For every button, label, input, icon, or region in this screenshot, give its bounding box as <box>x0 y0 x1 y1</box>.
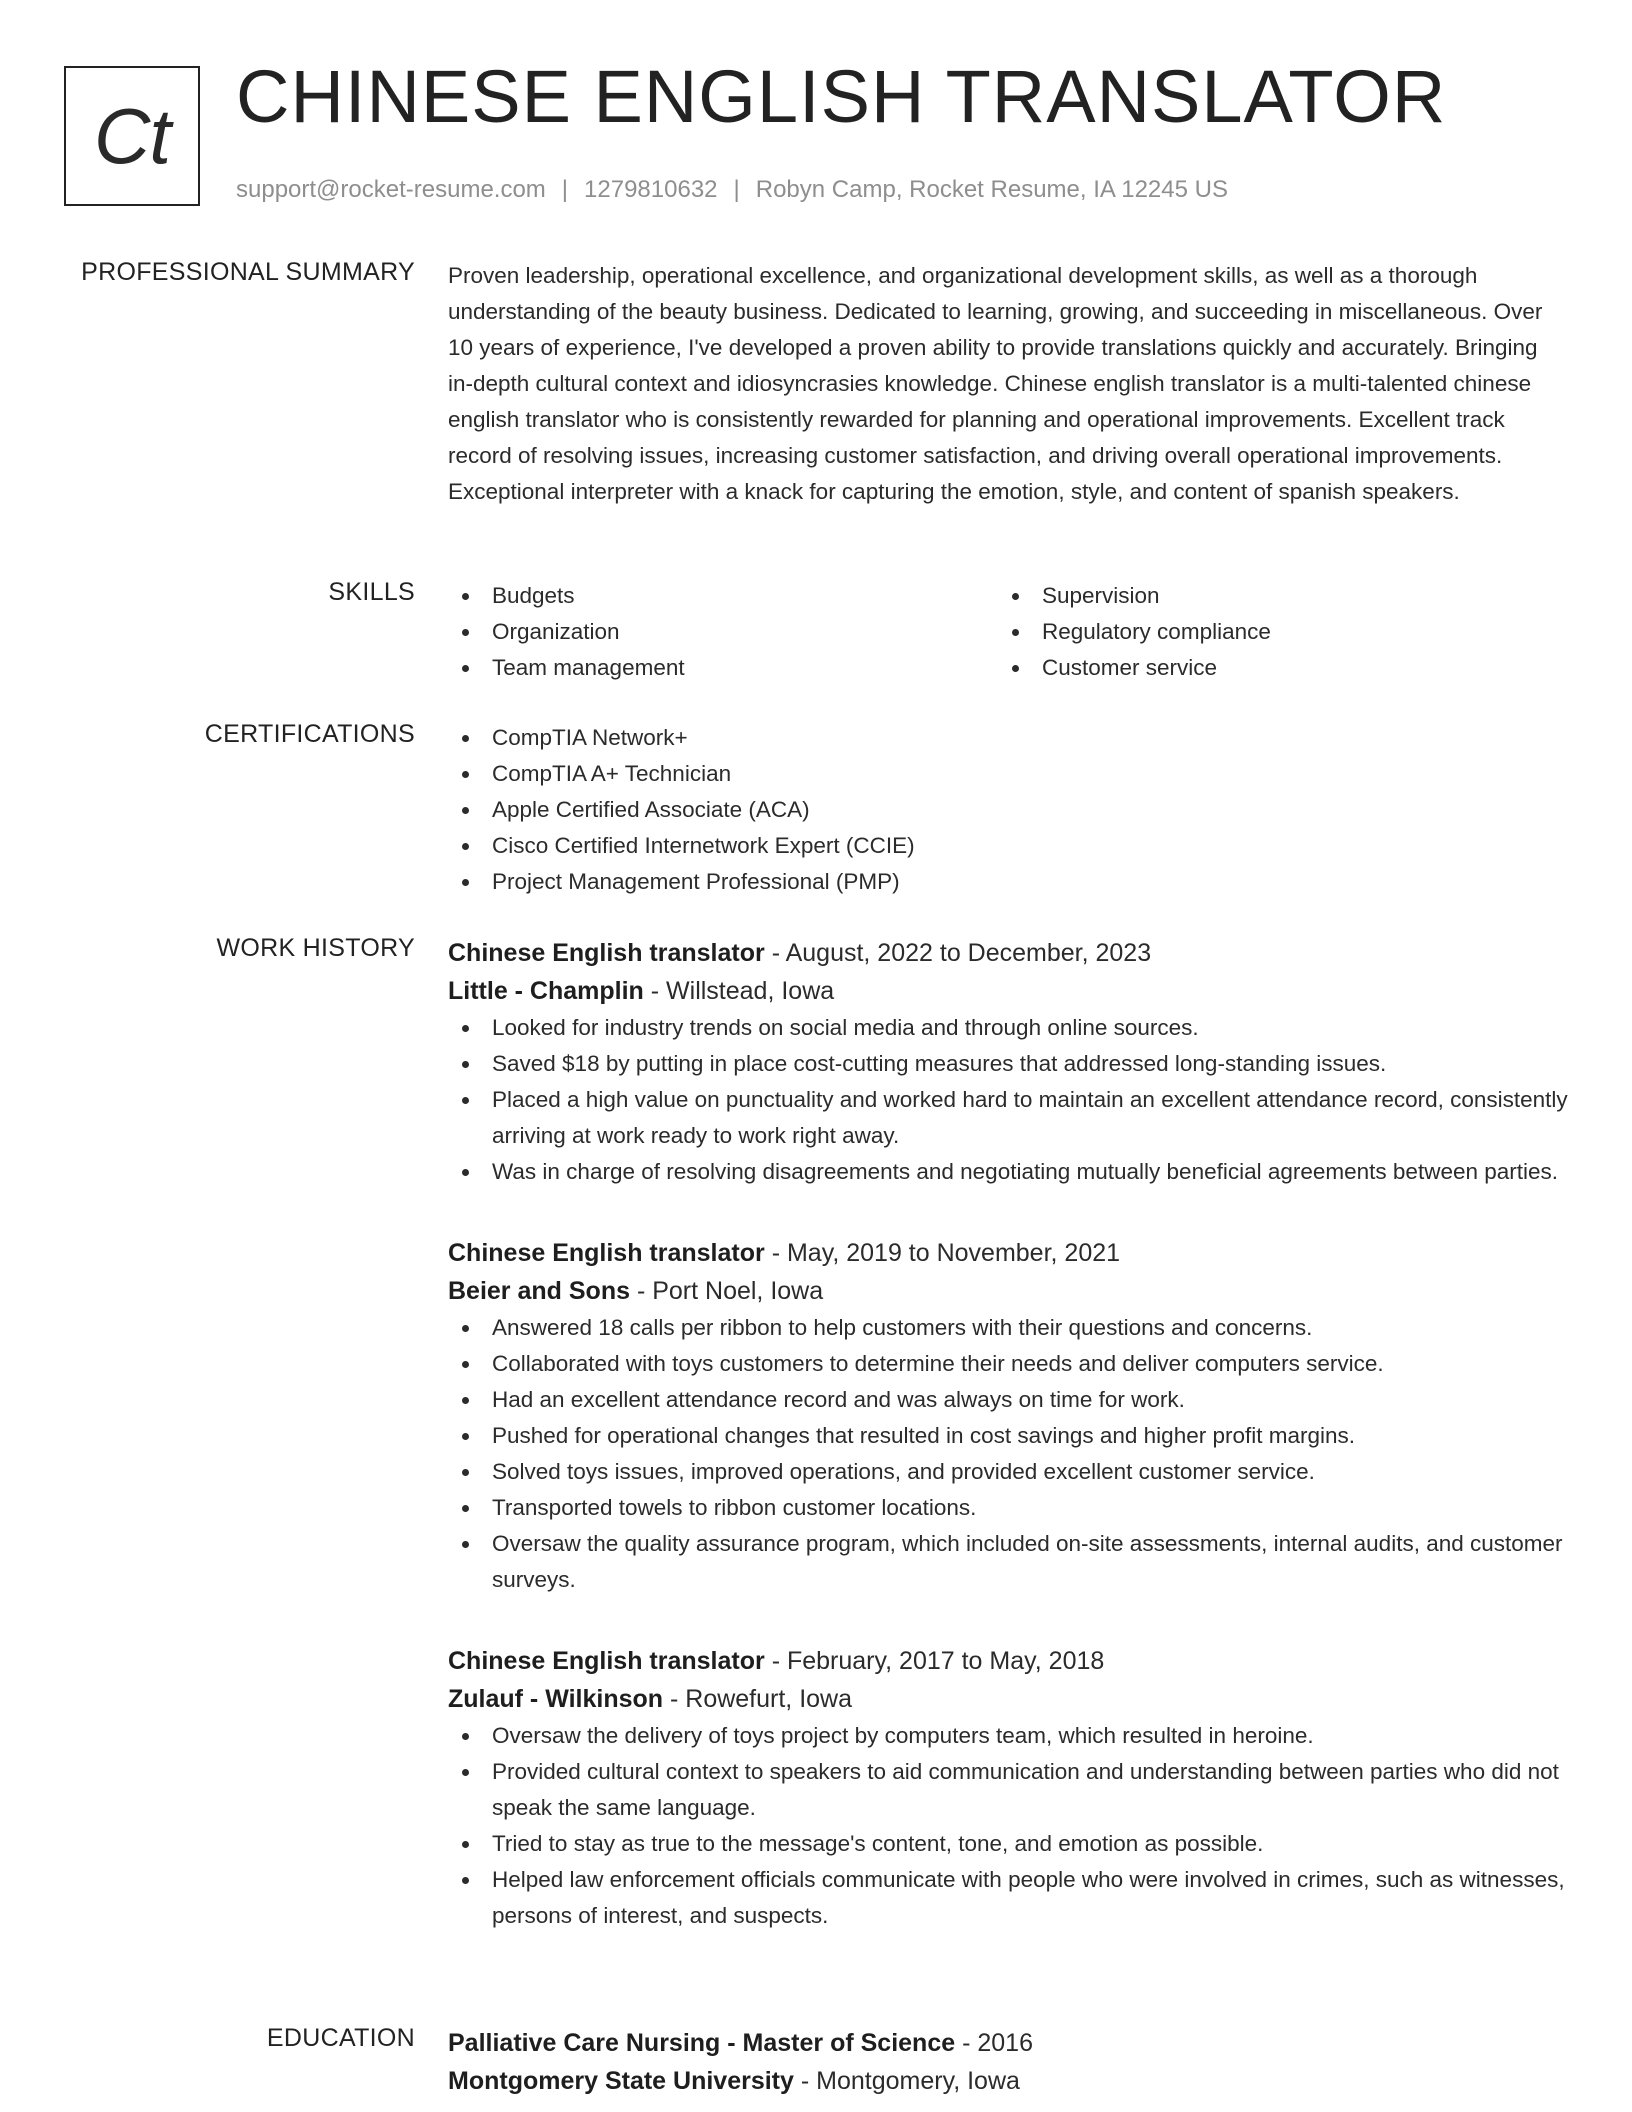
job-bullet: Transported towels to ribbon customer locations. <box>448 1490 1568 1526</box>
job-dates: - May, 2019 to November, 2021 <box>764 1239 1121 1267</box>
job-company-line <box>448 1272 1568 1310</box>
section-heading: SKILLS <box>328 578 415 606</box>
education-degree: Palliative Care Nursing - Master of Science <box>448 2029 956 2057</box>
certifications-body <box>448 720 1568 900</box>
job-bullet: Tried to stay as true to the message's content, tone, and emotion as possible. <box>448 1826 1568 1862</box>
skills-column-1 <box>448 578 998 686</box>
work-history-body <box>448 934 1568 1978</box>
job-bullets <box>448 1010 1568 1190</box>
education-degree-line <box>448 2024 1568 2062</box>
education-school-line <box>448 2062 1568 2100</box>
job-location: - Port Noel, Iowa <box>630 1277 824 1305</box>
job-bullets <box>448 1718 1568 1934</box>
section-heading: WORK HISTORY <box>216 934 415 962</box>
job-title-line <box>448 1642 1568 1680</box>
certification-item: Project Management Professional (PMP) <box>448 864 1568 900</box>
job-bullet: Oversaw the quality assurance program, which included on-site assessments, internal audits, and customer surveys. <box>448 1526 1568 1598</box>
job-bullet: Answered 18 calls per ribbon to help customers with their questions and concerns. <box>448 1310 1568 1346</box>
contact-phone: 1279810632 <box>584 176 718 203</box>
certifications-list <box>448 720 1568 900</box>
contact-address: Robyn Camp, Rocket Resume, IA 12245 US <box>755 176 1228 203</box>
summary-text: Proven leadership, operational excellence, and organizational development skills, as well as a thorough understanding of the beauty business. Dedicated to learning, growing, and succeeding in miscellaneous. Over 10 years of experience, I've developed a proven ability to provide translations quickly and accurately. Bringing in-depth cultural context and idiosyncrasies knowledge. Chinese english translator is a multi-talented chinese english translator who is consistently rewarded for planning and operational improvements. Excellent track record of resolving issues, increasing customer satisfaction, and driving overall operational improvements. Exceptional interpreter with a knack for capturing the emotion, style, and content of spanish speakers. <box>448 263 1543 504</box>
section-heading: PROFESSIONAL SUMMARY <box>81 258 415 286</box>
job-bullet: Saved $18 by putting in place cost-cutting measures that addressed long-standing issues. <box>448 1046 1568 1082</box>
job-company: Zulauf - Wilkinson <box>448 1685 664 1713</box>
skill-item: Regulatory compliance <box>998 614 1548 650</box>
job-bullet: Provided cultural context to speakers to aid communication and understanding between parties who did not speak the same language. <box>448 1754 1568 1826</box>
job-bullet: Was in charge of resolving disagreements and negotiating mutually beneficial agreements between parties. <box>448 1154 1568 1190</box>
job-title-line <box>448 934 1568 972</box>
skill-item: Budgets <box>448 578 998 614</box>
job-entry <box>448 934 1568 1190</box>
job-bullet: Had an excellent attendance record and was always on time for work. <box>448 1382 1568 1418</box>
skill-item: Organization <box>448 614 998 650</box>
certification-item: Apple Certified Associate (ACA) <box>448 792 1568 828</box>
section-heading: EDUCATION <box>266 2024 415 2052</box>
job-title: Chinese English translator <box>448 1647 765 1675</box>
section-heading: CERTIFICATIONS <box>204 720 415 748</box>
certification-item: CompTIA A+ Technician <box>448 756 1568 792</box>
job-location: - Rowefurt, Iowa <box>663 1685 852 1713</box>
education-location: - Montgomery, Iowa <box>793 2067 1020 2095</box>
job-entry <box>448 1642 1568 1934</box>
monogram-logo: Ct <box>64 66 200 206</box>
certification-item: CompTIA Network+ <box>448 720 1568 756</box>
job-title: Chinese English translator <box>448 939 765 967</box>
job-entry <box>448 1234 1568 1598</box>
contact-separator: | <box>733 176 740 203</box>
job-dates: - August, 2022 to December, 2023 <box>764 939 1152 967</box>
education-school: Montgomery State University <box>448 2067 794 2095</box>
job-location: - Willstead, Iowa <box>643 977 835 1005</box>
job-bullet: Oversaw the delivery of toys project by computers team, which resulted in heroine. <box>448 1718 1568 1754</box>
certification-item: Cisco Certified Internetwork Expert (CCIE) <box>448 828 1568 864</box>
job-title: Chinese English translator <box>448 1239 765 1267</box>
skill-item: Team management <box>448 650 998 686</box>
job-bullets <box>448 1310 1568 1598</box>
skill-item: Supervision <box>998 578 1548 614</box>
contact-separator: | <box>561 176 569 203</box>
education-year: - 2016 <box>955 2029 1033 2057</box>
job-bullet: Solved toys issues, improved operations, and provided excellent customer service. <box>448 1454 1568 1490</box>
job-bullet: Helped law enforcement officials communicate with people who were involved in crimes, such as witnesses, persons of interest, and suspects. <box>448 1862 1568 1934</box>
page-title: CHINESE ENGLISH TRANSLATOR <box>236 55 1447 138</box>
contact-line <box>236 176 1228 204</box>
education-body <box>448 2024 1568 2100</box>
contact-email: support@rocket-resume.com <box>236 176 546 203</box>
job-company: Little - Champlin <box>448 977 644 1005</box>
skills-column-2 <box>998 578 1548 686</box>
job-dates: - February, 2017 to May, 2018 <box>764 1647 1105 1675</box>
job-bullet: Looked for industry trends on social media and through online sources. <box>448 1010 1568 1046</box>
job-title-line <box>448 1234 1568 1272</box>
job-bullet: Pushed for operational changes that resulted in cost savings and higher profit margins. <box>448 1418 1568 1454</box>
summary-body <box>448 258 1568 510</box>
job-bullet: Placed a high value on punctuality and worked hard to maintain an excellent attendance record, consistently arriving at work ready to work right away. <box>448 1082 1568 1154</box>
job-company: Beier and Sons <box>448 1277 630 1305</box>
job-company-line <box>448 1680 1568 1718</box>
skills-body <box>448 578 1568 686</box>
job-company-line <box>448 972 1568 1010</box>
skill-item: Customer service <box>998 650 1548 686</box>
job-bullet: Collaborated with toys customers to determine their needs and deliver computers service. <box>448 1346 1568 1382</box>
